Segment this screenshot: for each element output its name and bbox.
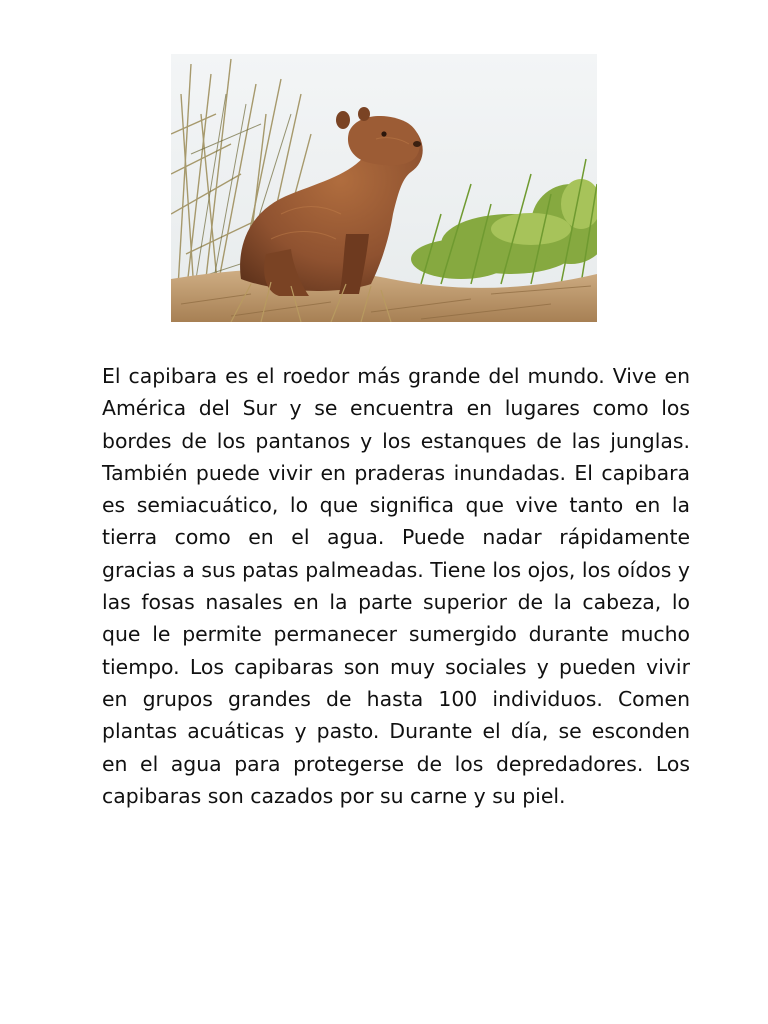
body-paragraph: El capibara es el roedor más grande del mundo. Vive en América del Sur y se encuentra en lugares como los bordes de los pantanos y los estanques de las junglas. También puede vivir en praderas inundadas. El capibara es semiacuático, lo que significa que vive tanto en la tierra como en el agua. Puede nadar rápidamente gracias a sus patas palmeadas. Tiene los ojos, los oídos y las fosas nasales en la parte superior de la cabeza, lo que le permite permanecer sumergido durante mucho tiempo. Los capibaras son muy sociales y pueden vivir en grupos grandes de hasta 100 individuos. Comen plantas acuáticas y pasto. Durante el día, se esconden en el agua para protegerse de los depredadores. Los capibaras son cazados por su carne y su piel. bbox=[102, 364, 690, 808]
capybara-photo bbox=[171, 54, 597, 322]
capybara-photo-icon bbox=[171, 54, 597, 322]
